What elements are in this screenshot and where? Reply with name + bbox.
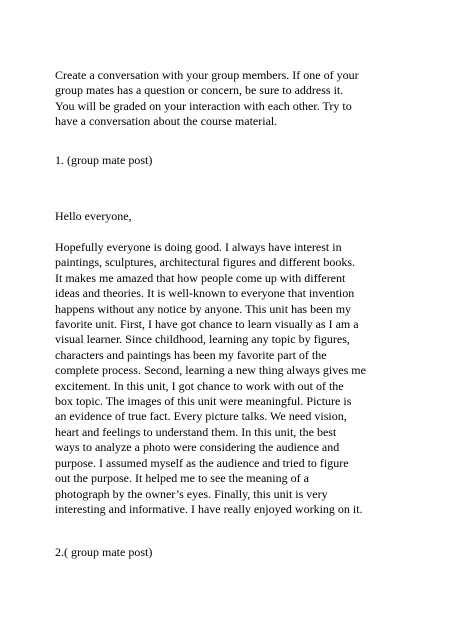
intro-line: You will be graded on your interaction with each other. Try to xyxy=(55,98,352,113)
body-line: paintings, sculptures, architectural figures and different books. xyxy=(55,255,356,270)
body-line: interesting and informative. I have really enjoyed working on it. xyxy=(55,501,363,516)
post-2-heading: 2.( group mate post) xyxy=(55,545,153,559)
body-line: purpose. I assumed myself as the audience and tried to figure xyxy=(55,455,349,470)
post-1-heading: 1. (group mate post) xyxy=(55,153,153,167)
greeting: Hello everyone, xyxy=(55,209,132,223)
body-line: photograph by the owner’s eyes. Finally, this unit is very xyxy=(55,486,328,501)
body-line: favorite unit. First, I have got chance to learn visually as I am a xyxy=(55,317,359,332)
intro-line: group mates has a question or concern, be sure to address it. xyxy=(55,83,344,98)
body-line: an evidence of true fact. Every picture talks. We need vision, xyxy=(55,409,347,424)
body-line: complete process. Second, learning a new thing always gives me xyxy=(55,363,366,378)
body-line: box topic. The images of this unit were meaningful. Picture is xyxy=(55,394,352,409)
body-line: characters and paintings has been my favorite part of the xyxy=(55,347,327,362)
body-line: out the purpose. It helped me to see the meaning of a xyxy=(55,471,309,486)
body-line: It makes me amazed that how people come up with different xyxy=(55,270,346,285)
body-line: heart and feelings to understand them. In this unit, the best xyxy=(55,424,337,439)
body-line: ideas and theories. It is well-known to everyone that invention xyxy=(55,286,355,301)
body-line: ways to analyze a photo were considering the audience and xyxy=(55,440,340,455)
intro-line: Create a conversation with your group members. If one of your xyxy=(55,68,359,82)
body-line: excitement. In this unit, I got chance to work with out of the xyxy=(55,378,344,393)
intro-paragraph xyxy=(55,68,359,130)
body-line: happens without any notice by anyone. This unit has been my xyxy=(55,301,352,316)
body-line: visual learner. Since childhood, learning any topic by figures, xyxy=(55,332,350,347)
intro-line: have a conversation about the course material. xyxy=(55,114,278,129)
post-1-body xyxy=(55,240,366,517)
body-line: Hopefully everyone is doing good. I always have interest in xyxy=(55,240,342,254)
